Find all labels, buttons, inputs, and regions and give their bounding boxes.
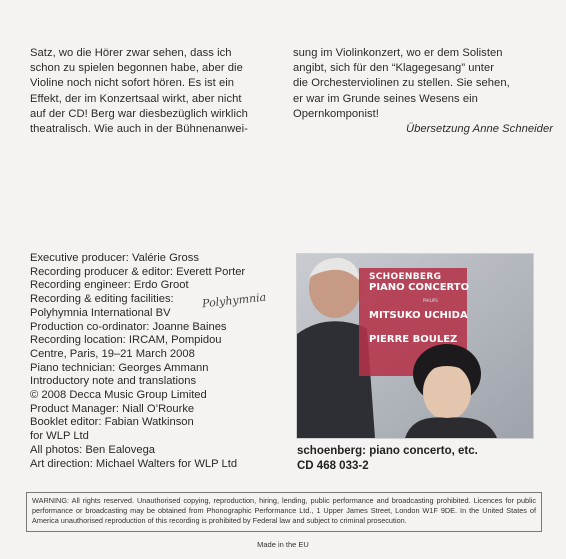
polyhymnia-logo: Polyhymnia (201, 290, 267, 311)
album-title: schoenberg: piano concerto, etc. (297, 445, 478, 457)
album-caption (297, 444, 478, 474)
made-in-label: Made in the EU (257, 540, 309, 549)
text-line: Opernkomponist! (293, 107, 379, 120)
credit-line: Introductory note and translations (30, 375, 197, 388)
text-line: angibt, sich für den “Klagegesang” unter (293, 62, 495, 75)
credit-line: Polyhymnia International BV (30, 306, 171, 319)
credit-line: All photos: Ben Ealovega (30, 443, 156, 456)
text-line: auf der CD! Berg war diesbezüglich wirklich (30, 107, 248, 120)
credit-line: Recording producer & editor: Everett Porter (30, 265, 246, 278)
text-line: theatralisch. Wie auch in der Bühnenanwei- (30, 123, 248, 136)
credit-line: Production co-ordinator: Joanne Baines (30, 320, 227, 333)
credit-line: for WLP Ltd (30, 430, 89, 443)
cover-conductor: PIERRE BOULEZ (369, 334, 458, 345)
text-line: Effekt, der im Konzertsaal wirkt, aber nicht (30, 92, 242, 105)
album-cover-image (297, 254, 533, 438)
text-line: sung im Violinkonzert, wo er dem Solisten (293, 47, 503, 59)
cover-composer: SCHOENBERG (369, 272, 442, 282)
credit-line: Booklet editor: Fabian Watkinson (30, 416, 194, 429)
credit-line: Piano technician: Georges Ammann (30, 361, 209, 374)
text-line: Violine noch nicht sofort hören. Es ist ein (30, 77, 235, 90)
right-text-column (293, 46, 553, 137)
credit-line: © 2008 Decca Music Group Limited (30, 389, 207, 402)
text-line: schon zu spielen begonnen habe, aber die (30, 62, 243, 75)
credit-line: Centre, Paris, 19–21 March 2008 (30, 347, 195, 360)
catalog-number: CD 468 033-2 (297, 460, 369, 472)
credit-line: Art direction: Michael Walters for WLP Ltd (30, 457, 238, 470)
text-line: die Orchesterviolinen zu stellen. Sie sehen, (293, 77, 510, 90)
cover-soloist: MITSUKO UCHIDA (369, 310, 468, 321)
production-credits (30, 252, 285, 471)
credit-line: Executive producer: Valérie Gross (30, 252, 199, 264)
text-line: Satz, wo die Hörer zwar sehen, dass ich (30, 47, 232, 59)
left-text-column (30, 46, 275, 137)
translator-credit: Übersetzung Anne Schneider (405, 123, 553, 136)
credit-line: Product Manager: Niall O’Rourke (30, 402, 195, 415)
credit-line: Recording location: IRCAM, Pompidou (30, 334, 222, 347)
cover-work-title: PIANO CONCERTO (369, 282, 470, 293)
credit-line: Recording & editing facilities: (30, 293, 174, 306)
credit-line: Recording engineer: Erdo Groot (30, 279, 189, 292)
cover-label-logo: PHILIPS (423, 298, 438, 303)
copyright-warning: WARNING: All rights reserved. Unauthorised copying, reproduction, hiring, lending, public performance and broadcasting prohibited. Licences for public performance or broadcasting may be obtained from Phonographic Performance Ltd., 1 Upper James Street, London W1F 9DE. In the United States of America unauthorised reproduction of this recording is prohibited by Federal law and subject to criminal prosecution. (26, 492, 542, 532)
text-line: er war im Grunde seines Wesens ein (293, 92, 478, 105)
